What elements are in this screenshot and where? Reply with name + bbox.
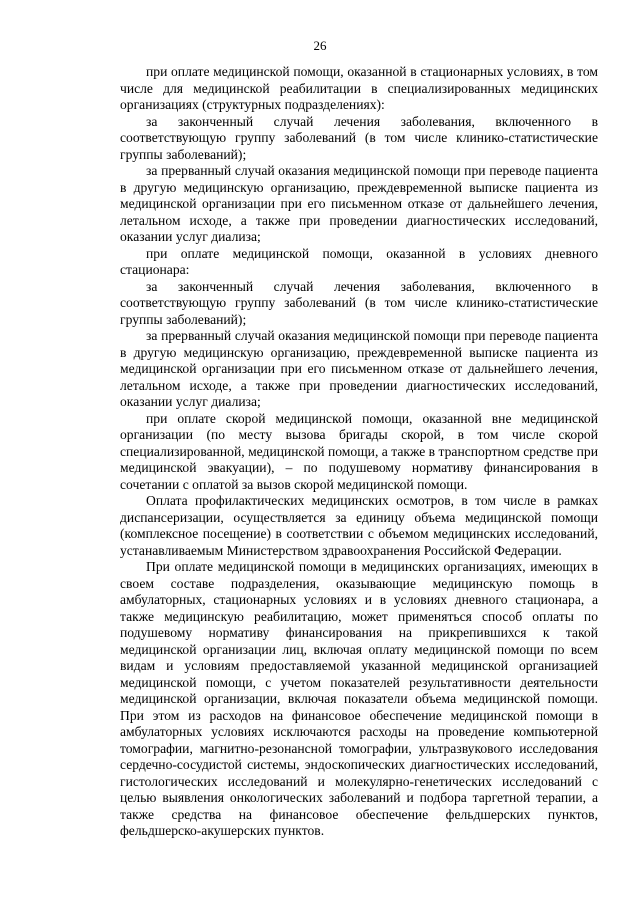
- paragraph-day-hospital-completed-case: за законченный случай лечения заболевания, включенного в соответствующую группу заболеваний (в том числе клинико-статистические группы заболеваний);: [120, 278, 598, 327]
- paragraph-day-hospital-interrupted-case: за прерванный случай оказания медицинской помощи при переводе пациента в другую медицинскую организацию, преждевременной выписке пациента из медицинской организации при его письменном отказе от дальнейшего лечения, летальном исходе, а также при проведении диагностических исследований, оказании услуг диализа;: [120, 328, 598, 409]
- paragraph-per-capita-financing: При оплате медицинской помощи в медицинских организациях, имеющих в своем составе подразделения, оказывающие медицинскую помощь в амбулаторных, стационарных условиях и в условиях дневного стационара, а также медицинскую реабилитацию, может применяться способ оплаты по подушевому нормативу финансирования на прикрепившихся к такой медицинской организации лиц, включая оплату медицинской помощи по всем видам и условиям предоставляемой указанной медицинской организацией медицинской помощи, с учетом показателей результативности деятельности медицинской организации, включая показатели объема медицинской помощи. При этом из расходов на финансовое обеспечение медицинской помощи в амбулаторных условиях исключаются расходы на проведение компьютерной томографии, магнитно-резонансной томографии, ультразвукового исследования сердечно-сосудистой системы, эндоскопических диагностических исследований, гистологических исследований и молекулярно-генетических исследований с целью выявления онкологических заболеваний и подбора таргетной терапии, а также средства на финансовое обеспечение фельдшерских пунктов, фельдшерско-акушерских пунктов.: [120, 559, 598, 838]
- page-number: 26: [313, 38, 327, 53]
- paragraph-inpatient-interrupted-case: за прерванный случай оказания медицинской помощи при переводе пациента в другую медицинскую организацию, преждевременной выписке пациента из медицинской организации при его письменном отказе от дальнейшего лечения, летальном исходе, а также при проведении диагностических исследований, оказании услуг диализа;: [120, 163, 598, 244]
- paragraph-inpatient-completed-case: за законченный случай лечения заболевания, включенного в соответствующую группу заболеваний (в том числе клинико-статистические группы заболеваний);: [120, 113, 598, 162]
- paragraph-inpatient-payment: при оплате медицинской помощи, оказанной в стационарных условиях, в том числе для медицинской реабилитации в специализированных медицинских организациях (структурных подразделениях):: [120, 64, 598, 112]
- document-body: [120, 64, 598, 840]
- paragraph-day-hospital-payment: при оплате медицинской помощи, оказанной в условиях дневного стационара:: [120, 245, 598, 277]
- paragraph-emergency-care-payment: при оплате скорой медицинской помощи, оказанной вне медицинской организации (по месту вызова бригады скорой, в том числе скорой специализированной, медицинской помощи, а также в транспортном средстве при медицинской эвакуации), – по подушевому нормативу финансирования в сочетании с оплатой за вызов скорой медицинской помощи.: [120, 410, 598, 492]
- paragraph-preventive-examinations: Оплата профилактических медицинских осмотров, в том числе в рамках диспансеризации, осуществляется за единицу объема медицинской помощи (комплексное посещение) в соответствии с объемом медицинских исследований, устанавливаемым Министерством здравоохранения Российской Федерации.: [120, 493, 598, 558]
